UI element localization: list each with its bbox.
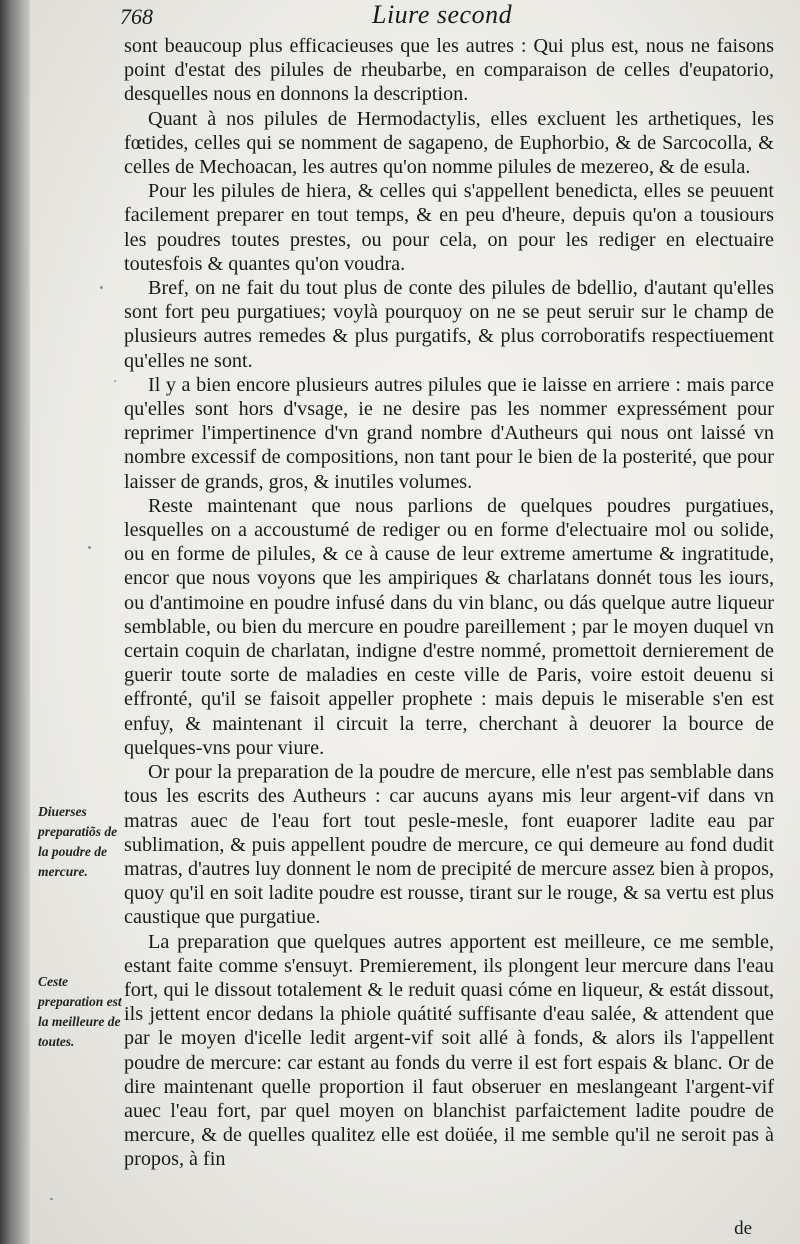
page-header: [0, 0, 800, 36]
running-title: Liure second: [372, 0, 513, 29]
margin-note-1: Diuerses preparatiõs de la poudre de mercure.: [38, 804, 118, 879]
margin-note-2: Ceste preparation est la meilleure de toutes.: [38, 974, 122, 1049]
paragraph-6: Reste maintenant que nous parlions de quelques poudres purgatiues, lesquelles on a accoustumé de rediger ou en forme d'electuaire mol ou solide, ou en forme de pilules, & ce à cause de leur extreme amertume & ingratitude, encor que nous voyons que les ampiriques & charlatans donnét tous les iours, ou d'antimoine en poudre infusé dans du vin blanc, ou dás quelque autre liqueur semblable, ou bien du mercure en poudre pareillement ; par le moyen duquel vn certain coquin de charlatan, indigne d'estre nommé, promettoit dernierement de guerir toute sorte de maladies en ceste ville de Paris, voire estoit deuenu si effronté, qu'il se faisoit appeller prophete : mais depuis le miserable s'en est enfuy, & maintenant il circuit la terre, cherchant à deuorer la bource de quelques-vns pour viure.: [124, 494, 774, 759]
paragraph-2: Quant à nos pilules de Hermodactylis, elles excluent les arthetiques, les fœtides, celles qui se nomment de sagapeno, de Euphorbio, & de Sarcocolla, & celles de Mechoacan, les autres qu'on nomme pilules de mezereo, & de esula.: [124, 107, 774, 179]
paragraph-3: Pour les pilules de hiera, & celles qui s'appellent benedicta, elles se peuuent facilement preparer en tout temps, & en peu d'heure, depuis qu'on a tousiours les poudres toutes prestes, ou pour cela, on pour les rediger en electuaire toutesfois & quantes qu'on voudra.: [124, 180, 774, 275]
catchword: de: [734, 1218, 752, 1239]
paragraph-5: Il y a bien encore plusieurs autres pilules que ie laisse en arriere : mais parce qu'elles sont hors d'vsage, ie ne desire pas les nommer expressément pour reprimer l'impertinence d'vn grand nombre d'Autheurs qui nous ont laissé vn nombre excessif de compositions, non tant pour le bien de la posterité, que pour laisser de grands, gros, & inutiles volumes.: [124, 373, 774, 493]
paragraph-7: Or pour la preparation de la poudre de mercure, elle n'est pas semblable dans tous les escrits des Autheurs : car aucuns ayans mis leur argent-vif dans vn matras auec de l'eau fort tout pesle-mesle, font euaporer ladite eau par sublimation, & puis appellent poudre de mercure, ce qui demeure au fond dudit matras, d'autres luy donnent le nom de precipité de mercure assez bien à propos, quoy qu'il en soit ladite poudre est rousse, tirant sur le rouge, & sa vertu est plus caustique que purgatiue.: [124, 761, 774, 929]
ink-speck: [114, 380, 116, 382]
ink-speck: [88, 546, 91, 549]
paragraph-4: Bref, on ne fait du tout plus de conte des pilules de bdellio, d'autant qu'elles sont fort peu purgatiues; voylà pourquoy on ne se peut seruir sur le champ de plusieurs autres remedes & plus purgatifs, & plus corroboratifs respectiuement qu'elles ne sont.: [124, 277, 774, 372]
binding-gutter: [0, 0, 30, 1244]
page-number: 768: [120, 4, 153, 29]
paragraph-8: La preparation que quelques autres apportent est meilleure, ce me semble, estant faite comme s'ensuyt. Premierement, ils plongent leur mercure dans l'eau fort, qui le dissout totalement & le reduit quasi cóme en liqueur, & estát dissout, ils jettent encor dedans la phiole quátité suffisante d'eau salée, & attendent que par le moyen d'icelle ledit argent-vif soit allé à fonds, & alors ils l'appellent poudre de mercure: car estant au fonds du verre il est fort espais & blanc. Or de dire maintenant quelle proportion il faut obseruer en meslangeant l'argent-vif auec l'eau fort, par quel moyen on blanchist parfaictement ladite poudre de mercure, & de quelles qualitez elle est doüée, il me semble qu'il ne seroit pas à propos, à fin: [124, 930, 774, 1171]
ink-speck: [100, 286, 103, 289]
ink-speck: [50, 1198, 53, 1200]
paragraph-1: sont beaucoup plus efficacieuses que les autres : Qui plus est, nous ne faisons point d'estat des pilules de rheubarbe, en comparaison de celles d'eupatorio, desquelles nous en donnons la description.: [124, 35, 774, 106]
main-text-block: [124, 34, 774, 1172]
